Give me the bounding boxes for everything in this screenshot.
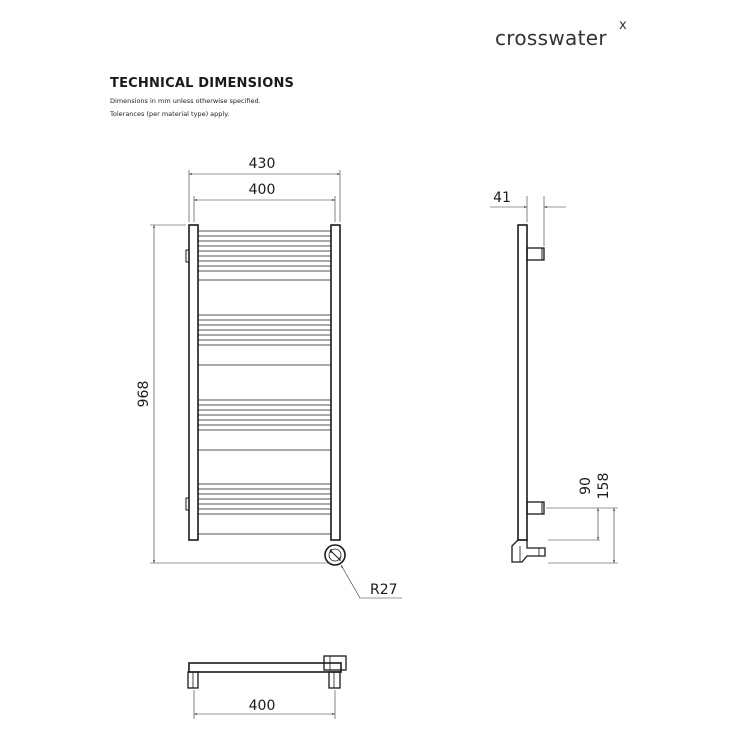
front-elevation xyxy=(186,225,345,565)
left-bracket-bottom xyxy=(186,498,189,510)
brand-mark-icon: x xyxy=(619,18,627,33)
dim-overall-width: 430 xyxy=(248,156,276,172)
rail-group-4 xyxy=(198,484,331,534)
side-bracket-top xyxy=(527,248,544,260)
plan-right-bracket xyxy=(329,672,340,688)
side-elevation xyxy=(512,225,545,562)
dim-radius: R27 xyxy=(370,582,398,598)
dim-valve-lower: 90 xyxy=(578,477,594,495)
note-tolerances: Tolerances (per material type) apply. xyxy=(110,110,230,118)
dim-depth: 41 xyxy=(493,190,511,206)
brand-logo: crosswater xyxy=(495,26,607,50)
side-upright xyxy=(518,225,527,540)
dim-valve-upper: 158 xyxy=(596,472,612,500)
dim-plan-width: 400 xyxy=(248,698,276,714)
page-title: TECHNICAL DIMENSIONS xyxy=(110,76,295,91)
rail-group-3 xyxy=(198,400,331,450)
plan-view xyxy=(188,656,346,688)
side-dimensions xyxy=(490,196,618,563)
dim-rail-centres: 400 xyxy=(248,182,276,198)
left-bracket-top xyxy=(186,250,189,262)
plan-rail xyxy=(189,663,341,672)
side-bracket-bottom xyxy=(527,502,544,514)
right-upright xyxy=(331,225,340,540)
note-units: Dimensions in mm unless otherwise specified. xyxy=(110,97,261,105)
dim-height: 968 xyxy=(136,380,152,408)
side-valve xyxy=(512,540,545,562)
rail-group-2 xyxy=(198,315,331,365)
rail-group-1 xyxy=(198,231,331,280)
left-upright xyxy=(189,225,198,540)
